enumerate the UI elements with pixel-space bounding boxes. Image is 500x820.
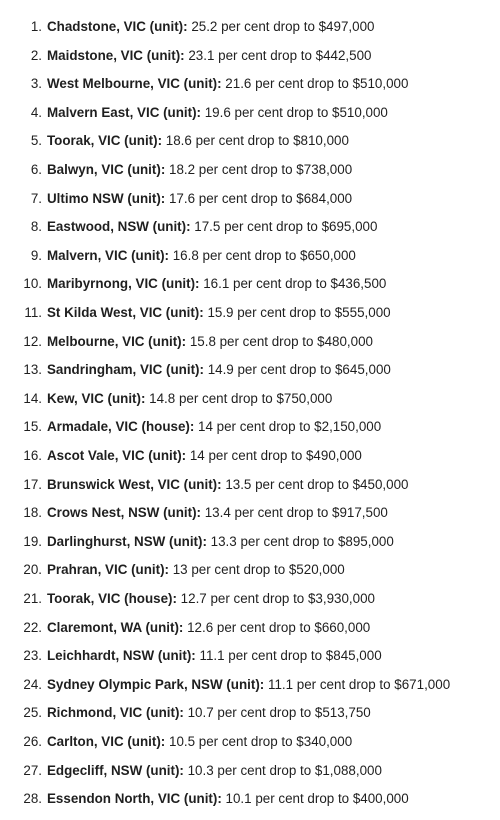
list-item: [0, 673, 500, 697]
list-item-number: 21.: [23, 591, 42, 606]
list-item-place: Carlton, VIC (unit):: [47, 734, 166, 749]
list-item-number: 15.: [23, 419, 42, 435]
list-item: [0, 587, 500, 611]
list-item-detail: 18.2 per cent drop to $738,000: [165, 162, 353, 177]
list-item-place: St Kilda West, VIC (unit):: [47, 305, 204, 320]
list-item-detail: 12.6 per cent drop to $660,000: [183, 619, 371, 635]
list-item-number: 9.: [30, 247, 42, 263]
list-item-place: Maidstone, VIC (unit):: [47, 47, 185, 63]
list-item-place: Eastwood, NSW (unit):: [47, 219, 191, 235]
list-item-detail: 11.1 per cent drop to $845,000: [195, 648, 382, 664]
list-item: [0, 501, 500, 525]
list-item-place: Melbourne, VIC (unit):: [47, 333, 187, 349]
list-item-detail: 14 per cent drop to $2,150,000: [194, 419, 382, 435]
list-item-place: Sandringham, VIC (unit):: [47, 362, 204, 378]
list-item: [0, 272, 500, 296]
list-item: [0, 330, 500, 354]
list-item-number: 20.: [23, 562, 42, 578]
list-item-detail: 14.8 per cent drop to $750,000: [145, 390, 333, 406]
list-item-detail: 23.1 per cent drop to $442,500: [184, 47, 372, 63]
list-item: [0, 301, 500, 325]
list-item-place: Armadale, VIC (house):: [47, 419, 195, 435]
list-item: [0, 358, 500, 382]
list-item-detail: 16.8 per cent drop to $650,000: [169, 247, 356, 263]
list-item: [0, 644, 500, 668]
list-item-place: Balwyn, VIC (unit):: [47, 162, 166, 177]
list-item-place: Ascot Vale, VIC (unit):: [47, 448, 187, 463]
list-item-place: Leichhardt, NSW (unit):: [47, 648, 196, 664]
list-item-place: Malvern East, VIC (unit):: [47, 104, 202, 120]
list-item-number: 10.: [23, 276, 42, 292]
list-item-number: 24.: [23, 676, 42, 692]
list-item-place: Ultimo NSW (unit):: [47, 190, 166, 206]
list-item: [0, 759, 500, 783]
list-item-place: Brunswick West, VIC (unit):: [47, 476, 222, 492]
list-item: [0, 730, 500, 754]
list-item-detail: 14 per cent drop to $490,000: [186, 448, 362, 463]
list-item: [0, 473, 500, 497]
list-item-number: 17.: [23, 476, 42, 492]
list-item: [0, 101, 500, 125]
list-item-detail: 13.4 per cent drop to $917,500: [201, 505, 388, 521]
list-item: [0, 44, 500, 68]
list-item-detail: 11.1 per cent drop to $671,000: [264, 676, 451, 692]
list-item-number: 1.: [30, 19, 42, 34]
list-item-number: 6.: [30, 162, 42, 177]
list-item-number: 5.: [30, 133, 42, 149]
list-item-detail: 13 per cent drop to $520,000: [169, 562, 345, 578]
list-item-number: 28.: [23, 791, 42, 807]
list-item-detail: 10.1 per cent drop to $400,000: [221, 791, 409, 807]
list-item-place: Prahran, VIC (unit):: [47, 562, 170, 578]
list-item: [0, 244, 500, 268]
list-item-detail: 10.5 per cent drop to $340,000: [165, 734, 353, 749]
list-item-place: Toorak, VIC (unit):: [47, 133, 163, 149]
list-item-place: Malvern, VIC (unit):: [47, 247, 170, 263]
list-item: [0, 215, 500, 239]
list-item: [0, 444, 500, 468]
list-item-place: Edgecliff, NSW (unit):: [47, 762, 184, 778]
list-item-number: 2.: [30, 47, 42, 63]
list-item: [0, 187, 500, 211]
list-item-number: 7.: [30, 190, 42, 206]
list-item-detail: 25.2 per cent drop to $497,000: [187, 19, 375, 34]
list-item-number: 26.: [23, 734, 42, 749]
list-item-place: Claremont, WA (unit):: [47, 619, 184, 635]
list-item-number: 22.: [23, 619, 42, 635]
list-item-number: 4.: [30, 104, 42, 120]
list-item-number: 18.: [23, 505, 42, 521]
list-item-detail: 15.8 per cent drop to $480,000: [186, 333, 373, 349]
list-item: [0, 415, 500, 439]
list-item-detail: 16.1 per cent drop to $436,500: [199, 276, 387, 292]
list-item-detail: 21.6 per cent drop to $510,000: [221, 76, 409, 92]
list-item: [0, 158, 500, 182]
list-item-number: 13.: [23, 362, 42, 378]
list-item-number: 16.: [23, 448, 42, 463]
list-item: [0, 15, 500, 39]
list-item-detail: 13.5 per cent drop to $450,000: [221, 476, 409, 492]
list-item-detail: 13.3 per cent drop to $895,000: [206, 533, 394, 549]
list-item-place: Richmond, VIC (unit):: [47, 705, 184, 721]
list-item: [0, 72, 500, 96]
list-item-number: 19.: [23, 533, 42, 549]
list-item-place: Kew, VIC (unit):: [47, 390, 146, 406]
list-item-detail: 14.9 per cent drop to $645,000: [203, 362, 391, 378]
list-item-place: Crows Nest, NSW (unit):: [47, 505, 201, 521]
list-item-place: Essendon North, VIC (unit):: [47, 791, 222, 807]
list-item-detail: 18.6 per cent drop to $810,000: [162, 133, 349, 149]
list-item-detail: 19.6 per cent drop to $510,000: [201, 104, 388, 120]
list-item-detail: 17.6 per cent drop to $684,000: [165, 190, 353, 206]
list-item-detail: 10.7 per cent drop to $513,750: [183, 705, 371, 721]
list-item-number: 25.: [23, 705, 42, 721]
list-item-number: 11.: [24, 305, 42, 320]
list-item-detail: 12.7 per cent drop to $3,930,000: [176, 591, 375, 606]
list-item-place: Toorak, VIC (house):: [47, 591, 177, 606]
list-item: [0, 701, 500, 725]
list-item-place: West Melbourne, VIC (unit):: [47, 76, 222, 92]
list-item: [0, 530, 500, 554]
list-item: [0, 787, 500, 811]
list-item-detail: 10.3 per cent drop to $1,088,000: [183, 762, 382, 778]
list-item-detail: 15.9 per cent drop to $555,000: [203, 305, 391, 320]
list-item-number: 27.: [23, 762, 42, 778]
list-item: [0, 129, 500, 153]
list-item-place: Maribyrnong, VIC (unit):: [47, 276, 200, 292]
list-item-number: 3.: [30, 76, 42, 92]
list-item-place: Sydney Olympic Park, NSW (unit):: [47, 676, 265, 692]
list-item: [0, 387, 500, 411]
list-item-number: 8.: [30, 219, 42, 235]
list-item: [0, 558, 500, 582]
list-item-place: Chadstone, VIC (unit):: [47, 19, 188, 34]
list-item-number: 23.: [23, 648, 42, 664]
list-item-number: 14.: [23, 390, 42, 406]
list-item-number: 12.: [23, 333, 42, 349]
list-item-detail: 17.5 per cent drop to $695,000: [190, 219, 378, 235]
list-item-place: Darlinghurst, NSW (unit):: [47, 533, 207, 549]
list-item: [0, 616, 500, 640]
